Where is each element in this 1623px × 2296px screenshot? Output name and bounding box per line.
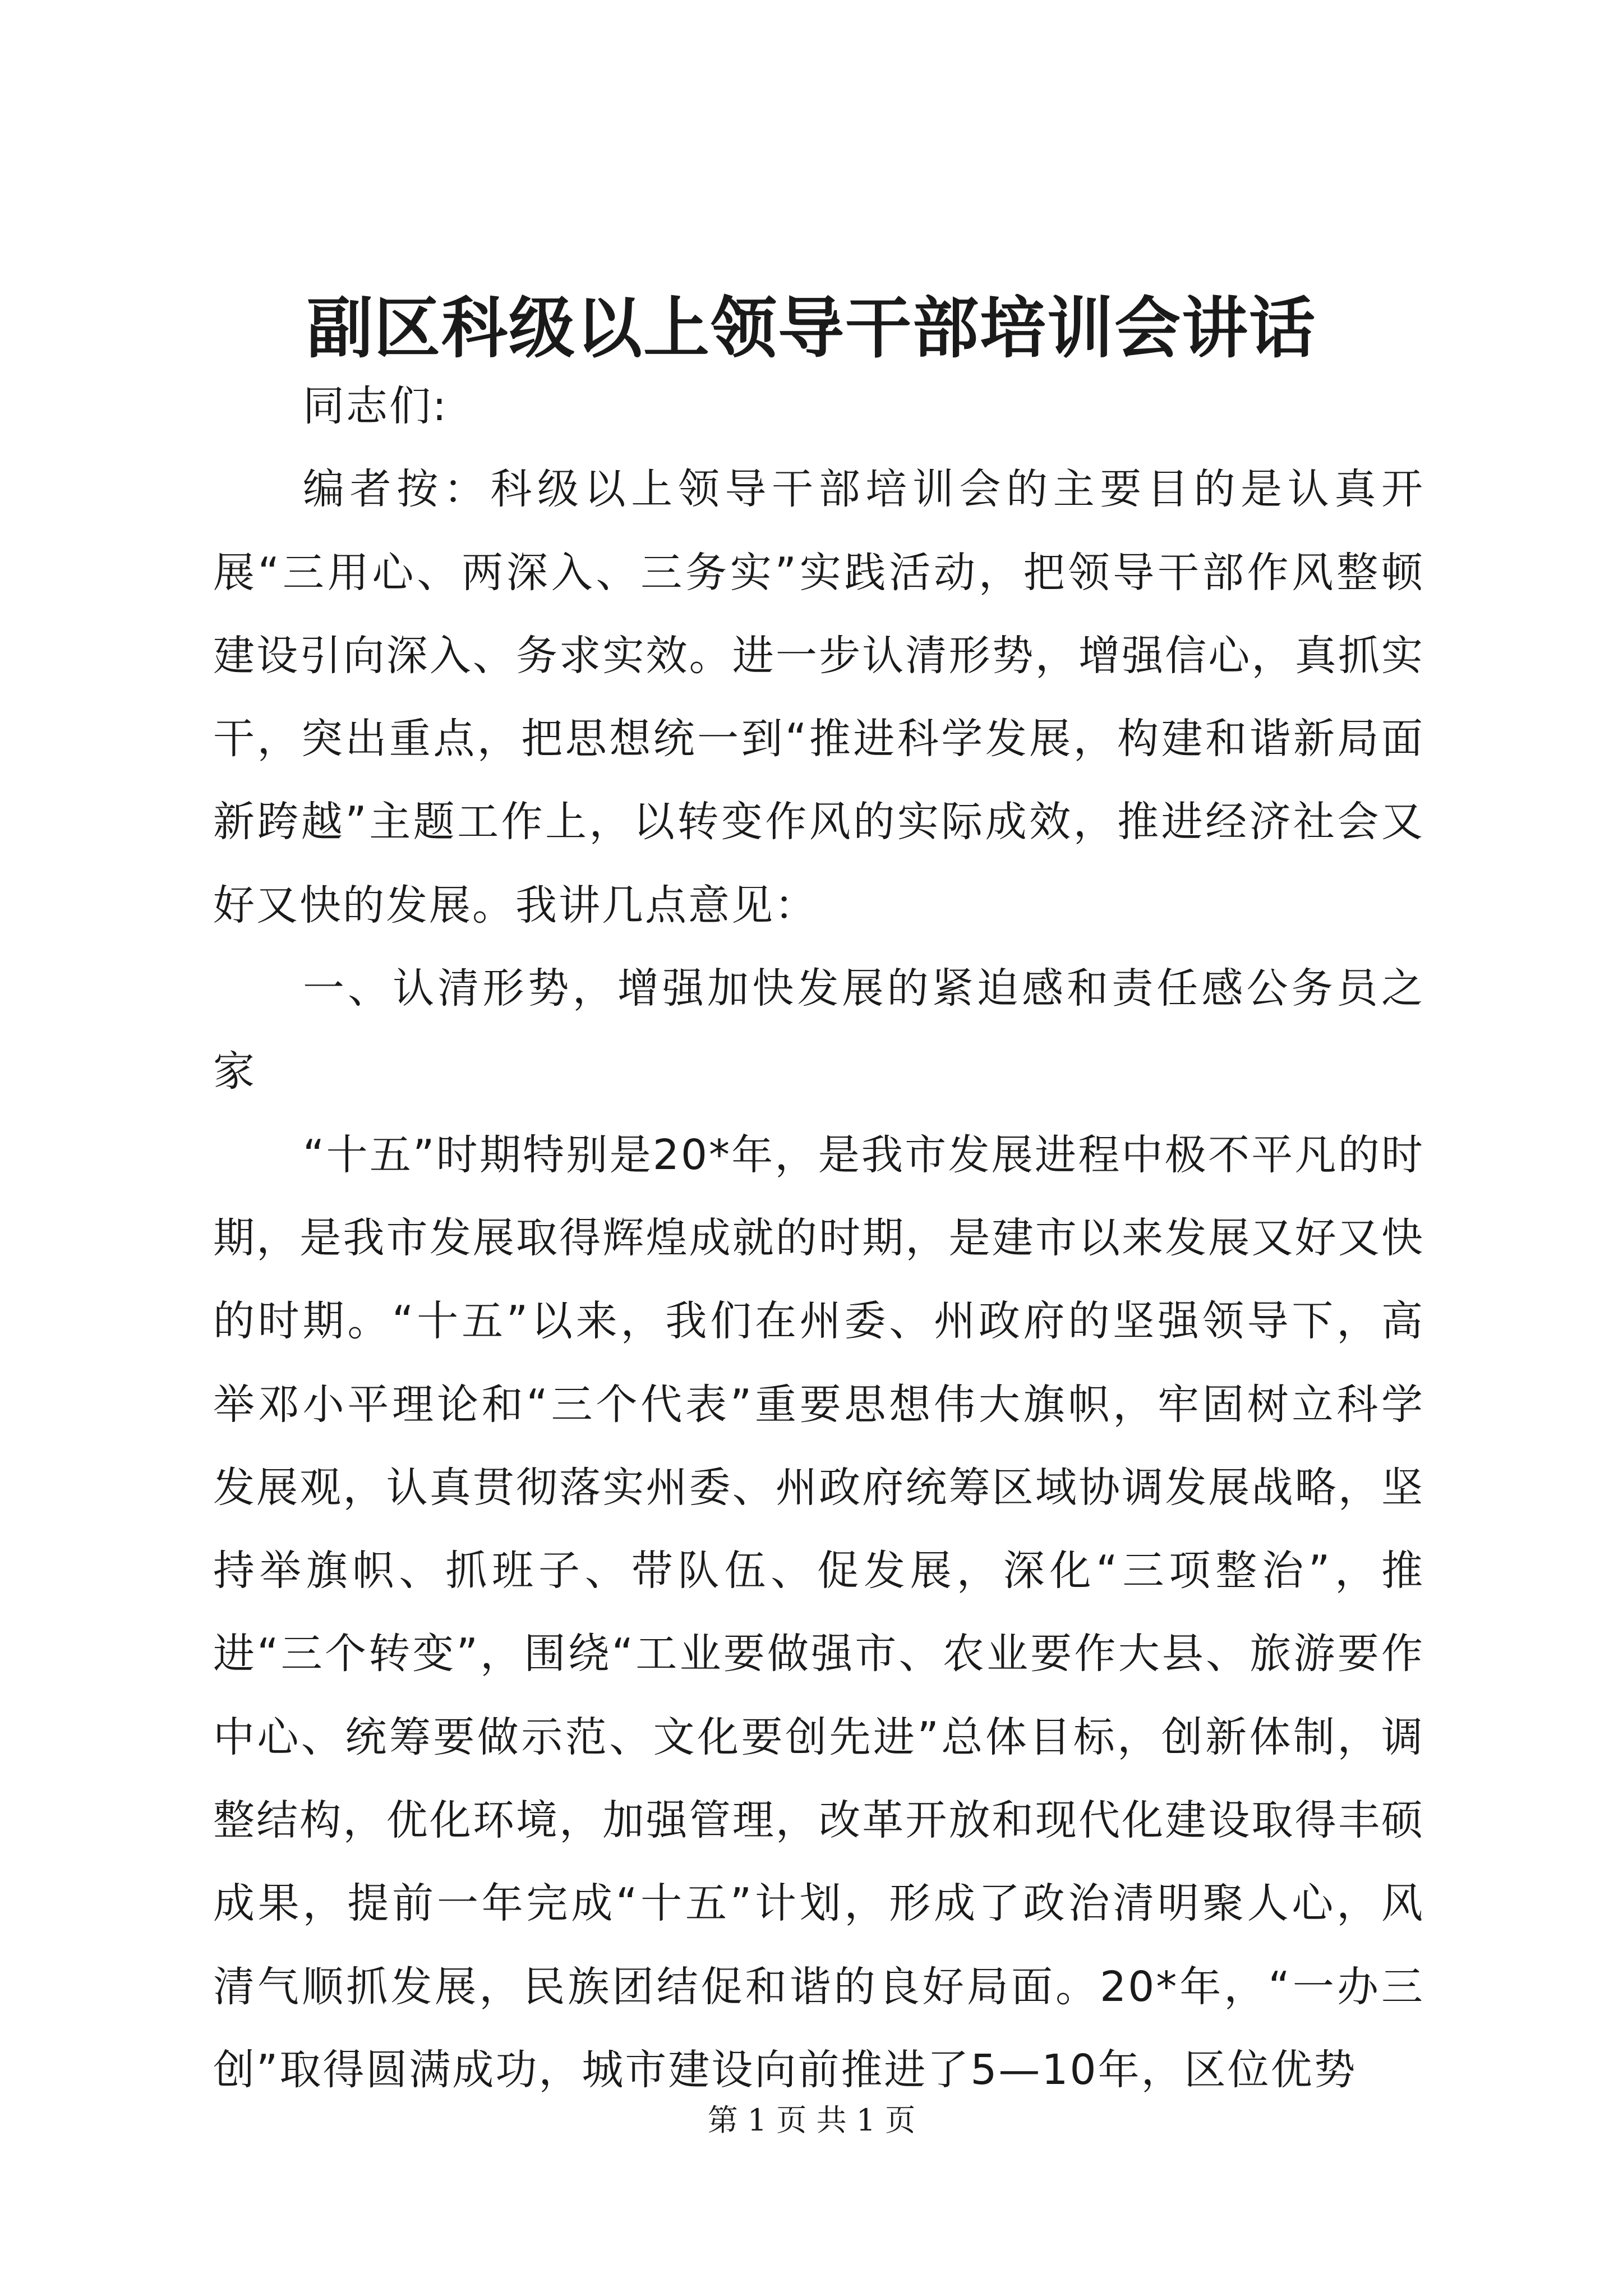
section-heading: 一、认清形势，增强加快发展的紧迫感和责任感公务员之家 xyxy=(213,964,1424,1096)
salutation: 同志们: xyxy=(303,382,448,430)
document-body xyxy=(213,365,1424,2111)
body-paragraph: “十五”时期特别是20*年，是我市发展进程中极不平凡的时期，是我市发展取得辉煌成就的时期，是建市以来发展又好又快的时期。“十五”以来，我们在州委、州政府的坚强领导下，高举邓小平理论和“三个代表”重要思想伟大旗帜，牢固树立科学发展观，认真贯彻落实州委、州政府统筹区域协调发展战略，坚持举旗帜、抓班子、带队伍、促发展，深化“三项整治”，推进“三个转变”，围绕“工业要做强市、农业要作大县、旅游要作中心、统筹要做示范、文化要创先进”总体目标，创新体制，调整结构，优化环境，加强管理，改革开放和现代化建设取得丰硕成果，提前一年完成“十五”计划，形成了政治清明聚人心，风清气顺抓发展，民族团结促和谐的良好局面。20*年，“一办三创”取得圆满成功，城市建设向前推进了5—10年，区位优势 xyxy=(213,1130,1424,2094)
editor-note-paragraph: 编者按：科级以上领导干部培训会的主要目的是认真开展“三用心、两深入、三务实”实践活动，把领导干部作风整顿建设引向深入、务求实效。进一步认清形势，增强信心，真抓实干，突出重点，把思想统一到“推进科学发展，构建和谐新局面新跨越”主题工作上，以转变作风的实际成效，推进经济社会又好又快的发展。我讲几点意见： xyxy=(213,465,1424,930)
page-footer: 第 1 页 共 1 页 xyxy=(707,2102,916,2138)
document-title: 副区科级以上领导干部培训会讲话 xyxy=(306,289,1316,367)
